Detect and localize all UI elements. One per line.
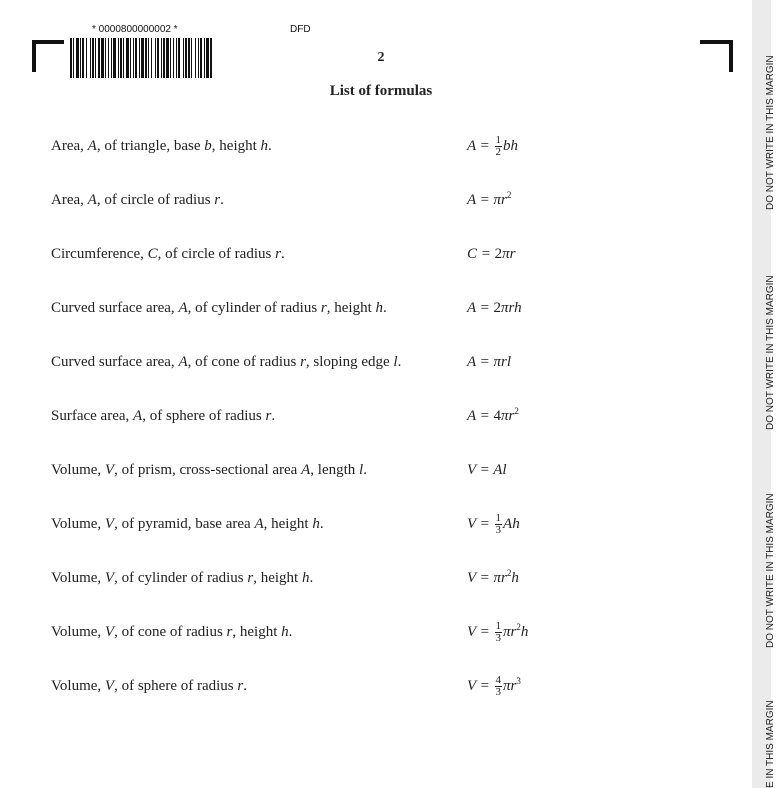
margin-warning: DO NOT WRITE IN THIS MARGIN <box>765 493 776 648</box>
formula-description: Curved surface area, A, of cylinder of radius r, height h. <box>51 300 387 316</box>
formula-row <box>0 296 752 320</box>
formula-row <box>0 620 752 644</box>
formula-row <box>0 188 752 212</box>
formula-expression: V = Al <box>467 462 507 478</box>
barcode-code: DFD <box>290 24 311 35</box>
formula-expression: V = $\frac{1}{3}$ $\pi r^2h$ <box>467 620 529 645</box>
margin-warning: DO NOT WRITE IN THIS MARGIN <box>765 275 776 430</box>
formula-expression: C = 2πr <box>467 246 516 262</box>
formula-expression: $V = \pi r^2h$ <box>467 568 519 586</box>
formula-description: Volume, V, of cone of radius r, height h. <box>51 624 293 640</box>
formula-description: Volume, V, of pyramid, base area A, height h. <box>51 516 324 532</box>
formula-description: Volume, V, of prism, cross-sectional area A, length l. <box>51 462 367 478</box>
margin-warning: E IN THIS MARGIN <box>765 700 776 788</box>
formula-row <box>0 404 752 428</box>
formula-description: Circumference, C, of circle of radius r. <box>51 246 285 262</box>
formula-description: Curved surface area, A, of cone of radius r, sloping edge l. <box>51 354 402 370</box>
margin-warning: DO NOT WRITE IN THIS MARGIN <box>765 55 776 210</box>
formula-row <box>0 350 752 374</box>
formula-expression: $A = 4\pi r^2$ <box>467 406 519 424</box>
formula-expression: A = 2πrh <box>467 300 522 316</box>
formula-description: Area, A, of triangle, base b, height h. <box>51 138 272 154</box>
formula-row <box>0 566 752 590</box>
page-title: List of formulas <box>329 83 433 99</box>
formula-row <box>0 512 752 536</box>
formula-expression: A = πrl <box>467 354 512 370</box>
formula-expression: V = $\frac{1}{3}$ Ah <box>467 512 520 537</box>
formula-description: Volume, V, of sphere of radius r. <box>51 678 247 694</box>
formula-description: Volume, V, of cylinder of radius r, height h. <box>51 570 314 586</box>
formula-expression: A = $\frac{1}{2}$ bh <box>467 134 519 159</box>
formula-expression: V = $\frac{4}{3}$ $\pi r^3$ <box>467 674 521 699</box>
formula-row <box>0 242 752 266</box>
formula-description: Surface area, A, of sphere of radius r. <box>51 408 276 424</box>
barcode-number: * 0000800000002 * <box>92 24 178 35</box>
formula-row <box>0 674 752 698</box>
page-number: 2 <box>377 50 385 65</box>
formula-description: Area, A, of circle of radius r. <box>51 192 224 208</box>
formula-row <box>0 458 752 482</box>
formula-expression: $A = \pi r^2$ <box>467 190 512 208</box>
formula-row <box>0 134 752 158</box>
